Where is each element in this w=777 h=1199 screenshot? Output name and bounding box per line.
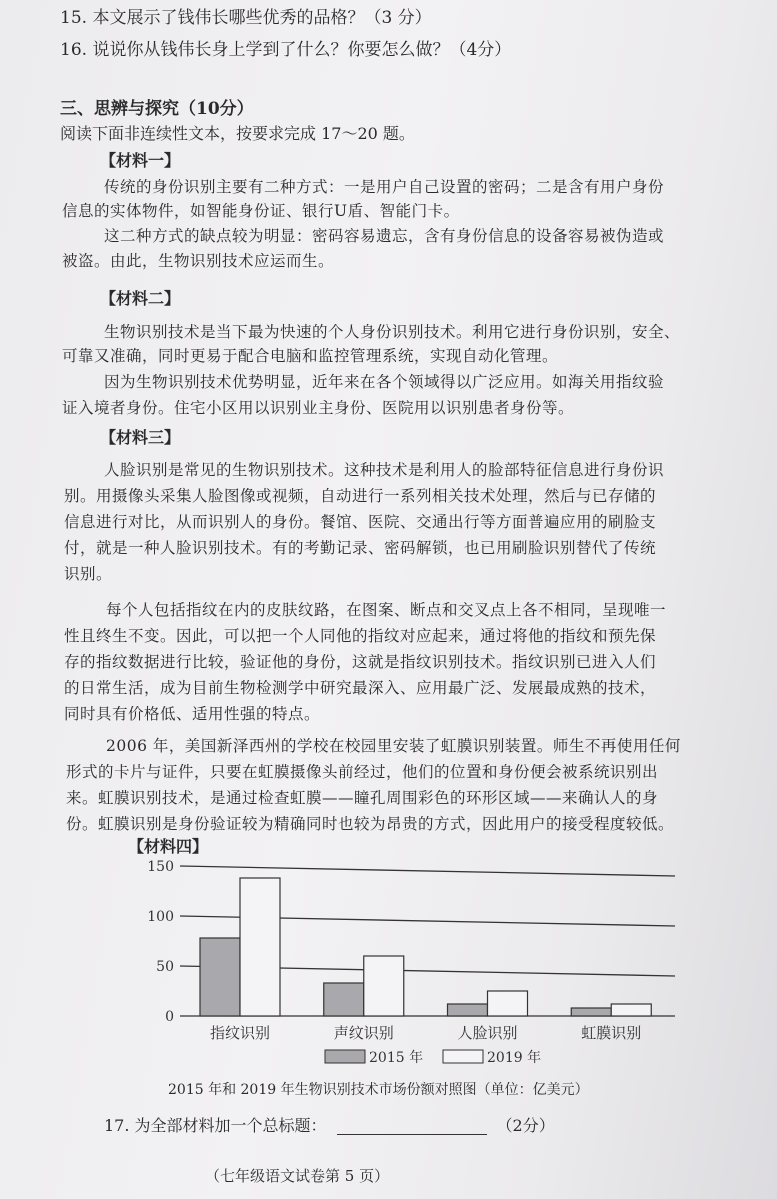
question-16: 16. 说说你从钱伟长身上学到了什么？你要怎么做？（4分）	[60, 40, 512, 60]
x-category-label: 虹膜识别	[581, 1024, 642, 1042]
material3-line: 信息进行对比，从而识别人的身份。餐馆、医院、交通出行等方面普遍应用的刷脸支	[64, 513, 657, 531]
section-instruction: 阅读下面非连续性文本，按要求完成 17～20 题。	[60, 124, 415, 143]
material3-line: 别。用摄像头采集人脸图像或视频，自动进行一系列相关技术处理，然后与已存储的	[64, 487, 657, 505]
legend-swatch	[443, 1050, 483, 1063]
material3-label: 【材料三】	[100, 428, 181, 447]
material1-line: 信息的实体物件，如智能身份证、银行U盾、智能门卡。	[62, 202, 460, 220]
material2-line: 因为生物识别技术优势明显，近年来在各个领域得以广泛应用。如海关用指纹验	[104, 373, 665, 391]
bar-2019	[364, 956, 404, 1016]
material2-label: 【材料二】	[100, 289, 181, 308]
bar-2019	[488, 991, 528, 1016]
bar-2019	[240, 878, 280, 1016]
material1-line: 被盗。由此，生物识别技术应运而生。	[62, 252, 335, 270]
material4-label: 【材料四】	[128, 837, 209, 856]
x-category-label: 指纹识别	[209, 1024, 271, 1042]
title-answer-blank[interactable]	[337, 1118, 487, 1135]
y-tick-label: 0	[165, 1009, 174, 1025]
material1-line: 这二种方式的缺点较为明显：密码容易遗忘，含有身份信息的设备容易被伪造或	[104, 227, 665, 245]
legend-label: 2019 年	[487, 1050, 542, 1066]
chart-caption: 2015 年和 2019 年生物识别技术市场份额对照图（单位：亿美元）	[168, 1082, 589, 1098]
material1-label: 【材料一】	[100, 151, 181, 170]
page-footer: （七年级语文试卷第 5 页）	[205, 1167, 390, 1185]
x-category-label: 声纹识别	[333, 1024, 394, 1042]
y-tick-label: 100	[147, 909, 174, 925]
material3-line: 形式的卡片与证件，只要在虹膜摄像头前经过，他们的位置和身份便会被系统识别出	[66, 763, 659, 781]
section-heading: 三、思辨与探究（10分）	[60, 99, 254, 119]
material3-line: 每个人包括指纹在内的皮肤纹路，在图案、断点和交叉点上各不相同，呈现唯一	[106, 601, 667, 619]
y-tick-label: 150	[147, 859, 174, 875]
question-17-score: （2分）	[496, 1116, 555, 1135]
bar-2015	[200, 938, 240, 1016]
bar-chart	[130, 850, 690, 1090]
question-17-text: 17. 为全部材料加一个总标题：	[104, 1116, 327, 1135]
gridline	[180, 866, 675, 876]
bar-2015	[571, 1008, 611, 1016]
material2-line: 证入境者身份。住宅小区用以识别业主身份、医院用以识别患者身份等。	[62, 399, 575, 417]
material3-line: 2006 年，美国新泽西州的学校在校园里安装了虹膜识别装置。师生不再使用任何	[106, 737, 681, 755]
bar-2019	[611, 1004, 651, 1016]
material3-line: 付，就是一种人脸识别技术。有的考勤记录、密码解锁，也已用刷脸识别替代了传统	[64, 539, 657, 557]
material3-line: 识别。	[64, 565, 113, 583]
legend-label: 2015 年	[369, 1050, 424, 1066]
legend-swatch	[325, 1050, 365, 1063]
material3-line: 性且终生不变。因此，可以把一个人同他的指纹对应起来，通过将他的指纹和预先保	[64, 627, 657, 645]
material1-line: 传统的身份识别主要有二种方式：一是用户自己设置的密码；二是含有用户身份	[104, 178, 665, 196]
material2-line: 生物识别技术是当下最为快速的个人身份识别技术。利用它进行身份识别，安全、	[104, 323, 681, 341]
material3-line: 同时具有价格低、适用性强的特点。	[64, 705, 321, 723]
bar-2015	[324, 983, 364, 1016]
material3-line: 来。虹膜识别技术，是通过检查虹膜——瞳孔周围彩色的环形区域——来确认人的身	[66, 789, 659, 807]
material3-line: 份。虹膜识别是身份验证较为精确同时也较为昂贵的方式，因此用户的接受程度较低。	[66, 815, 675, 833]
question-17	[104, 1113, 555, 1136]
x-category-label: 人脸识别	[457, 1024, 518, 1042]
y-tick-label: 50	[156, 959, 174, 975]
material3-line: 人脸识别是常见的生物识别技术。这种技术是利用人的脸部特征信息进行身份识	[104, 461, 665, 479]
material2-line: 可靠又准确，同时更易于配合电脑和监控管理系统，实现自动化管理。	[62, 347, 559, 365]
bar-2015	[448, 1004, 488, 1016]
question-15: 15. 本文展示了钱伟长哪些优秀的品格？（3 分）	[60, 8, 432, 28]
material3-line: 存的指纹数据进行比较，验证他的身份，这就是指纹识别技术。指纹识别已进入人们	[64, 653, 657, 671]
material3-line: 的日常生活，成为目前生物检测学中研究最深入、应用最广泛、发展最成熟的技术，	[64, 679, 657, 697]
